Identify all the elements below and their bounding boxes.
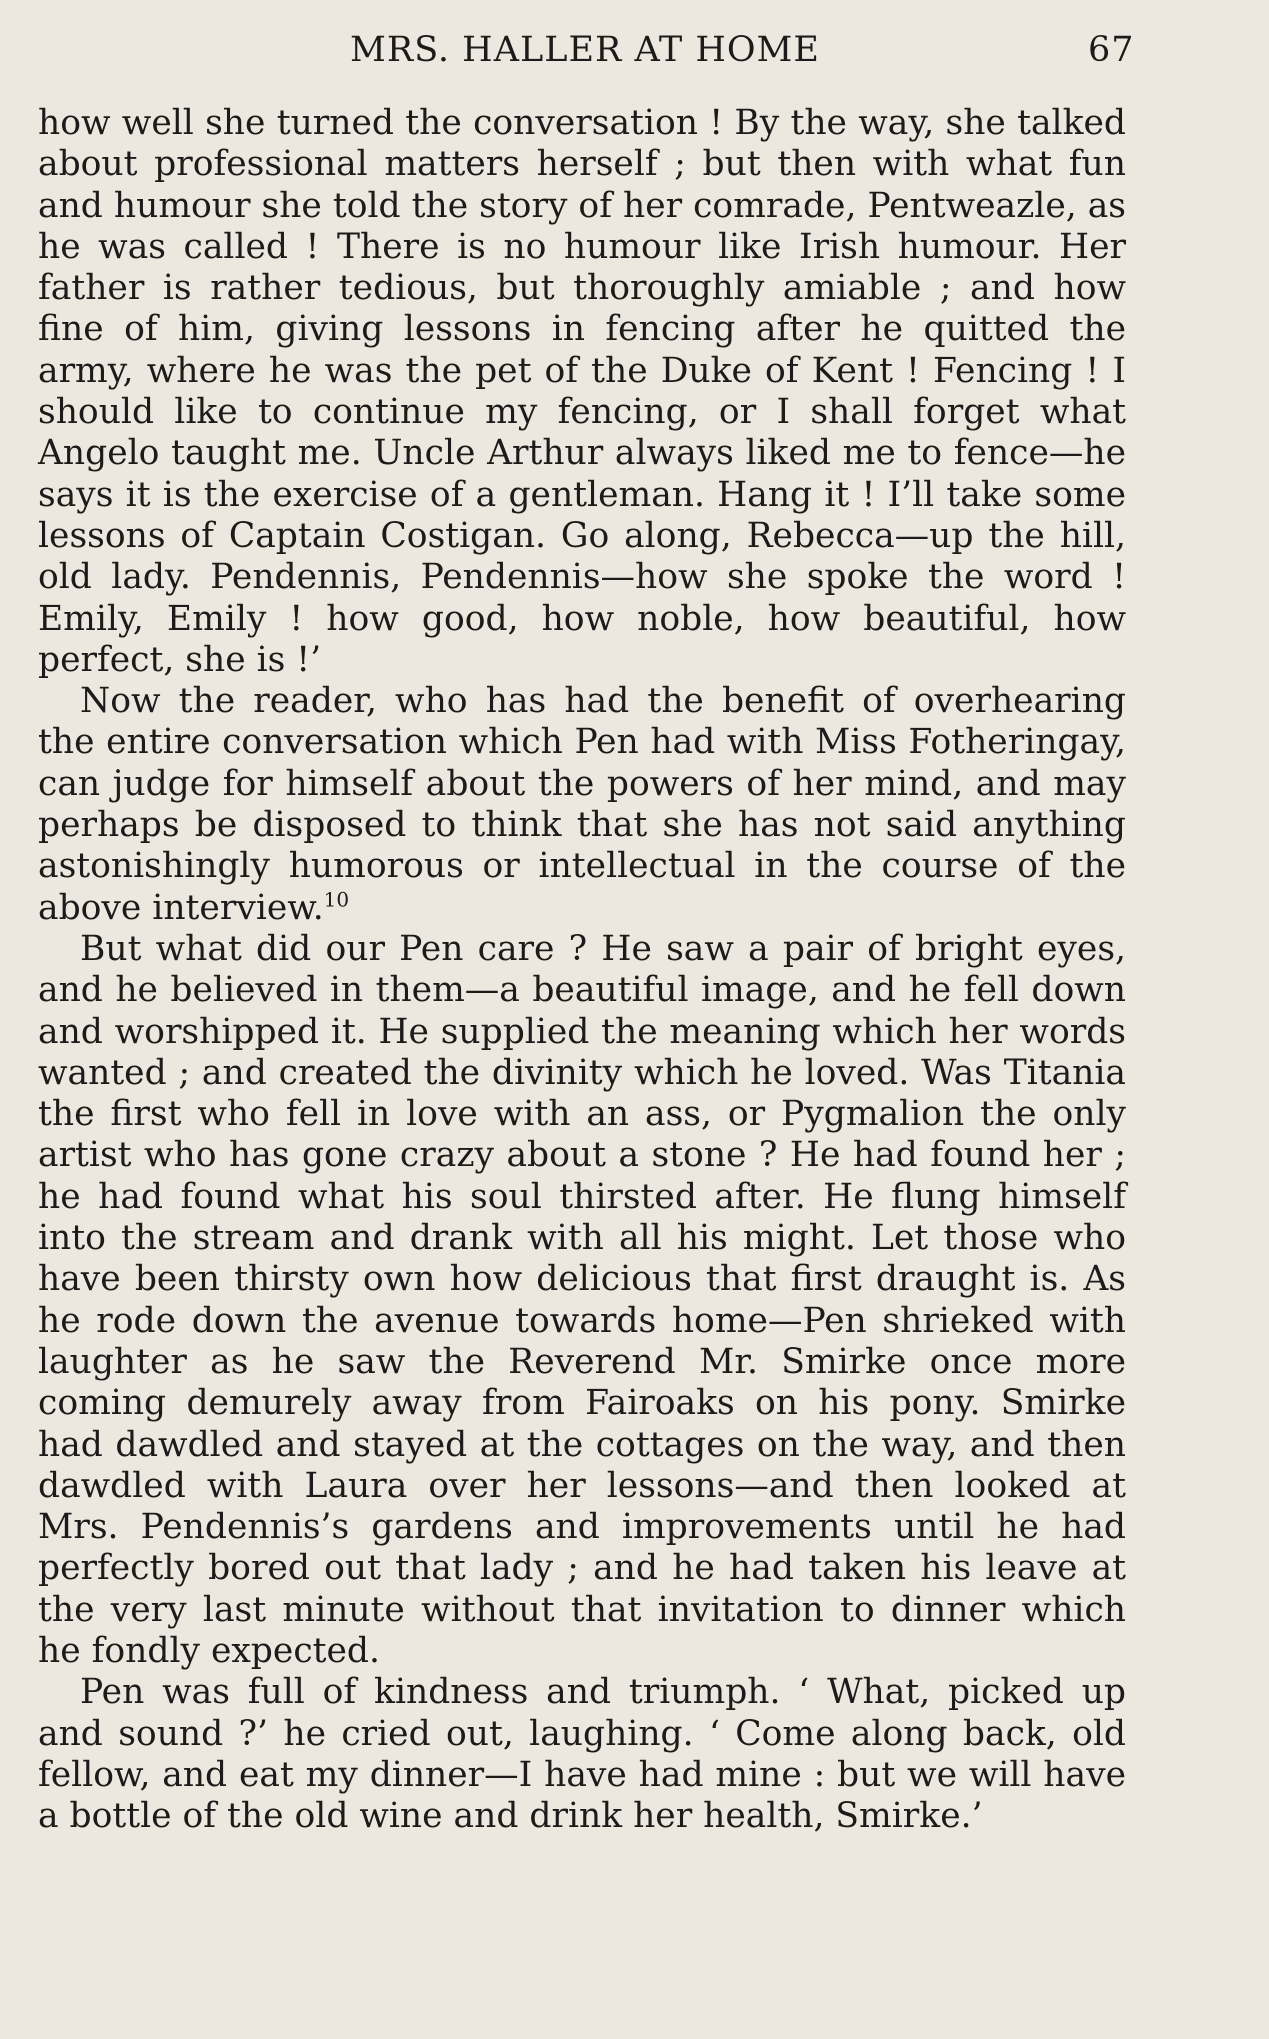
body-text bbox=[38, 103, 1126, 1837]
paragraph-pen-care: But what did our Pen care ? He saw a pair of bright eyes, and he believed in them—a beautiful image, and he fell down and worshipped it. He supplied the meaning which her words wanted ; and created the divinity which he loved. Was Titania the first who fell in love with an ass, or Pygmalion the only artist who has gone crazy about a stone ? He had found her ; he had found what his soul thirsted after. He flung himself into the stream and drank with all his might. Let those who have been thirsty own how delicious that first draught is. As he rode down the avenue towards home—Pen shrieked with laughter as he saw the Reverend Mr. Smirke once more coming demurely away from Fairoaks on his pony. Smirke had dawdled and stayed at the cottages on the way, and then dawdled with Laura over her lessons—and then looked at Mrs. Pendennis’s gardens and improvements until he had perfectly bored out that lady ; and he had taken his leave at the very last minute without that invitation to dinner which he fondly expected. bbox=[38, 928, 1126, 1671]
paragraph-continued: how well she turned the conversation ! By the way, she talked about professional matters herself ; but then with what fun and humour she told the story of her comrade, Pentweazle, as he was called ! There is no humour like Irish humour. Her father is rather tedious, but thoroughly amiable ; and how fine of him, giving lessons in fencing after he quitted the army, where he was the pet of the Duke of Kent ! Fencing ! I should like to continue my fencing, or I shall forget what Angelo taught me. Uncle Arthur always liked me to fence—he says it is the exercise of a gentleman. Hang it ! I’ll take some lessons of Captain Costigan. Go along, Rebecca—up the hill, old lady. Pendennis, Pendennis—how she spoke the word ! Emily, Emily ! how good, how noble, how beautiful, how perfect, she is !’ bbox=[38, 103, 1126, 680]
running-title: MRS. HALLER AT HOME bbox=[350, 30, 820, 70]
page-number: 67 bbox=[1088, 30, 1135, 70]
running-head bbox=[0, 26, 1269, 76]
paragraph-reader bbox=[38, 681, 1126, 929]
paragraph-pen-triumph: Pen was full of kindness and triumph. ‘ What, picked up and sound ?’ he cried out, laughing. ‘ Come along back, old fellow, and eat my dinner—I have had mine : but we will have a bottle of the old wine and drink her health, Smirke.’ bbox=[38, 1672, 1126, 1837]
footnote-marker[interactable]: 10 bbox=[323, 887, 350, 912]
paragraph-reader-text: Now the reader, who has had the benefit of overhearing the entire conversation which Pen had with Miss Fotheringay, can judge for himself about the powers of her mind, and may perhaps be disposed to think that she has not said anything astonishingly humorous or intellectual in the course of the above interview. bbox=[38, 681, 1126, 928]
